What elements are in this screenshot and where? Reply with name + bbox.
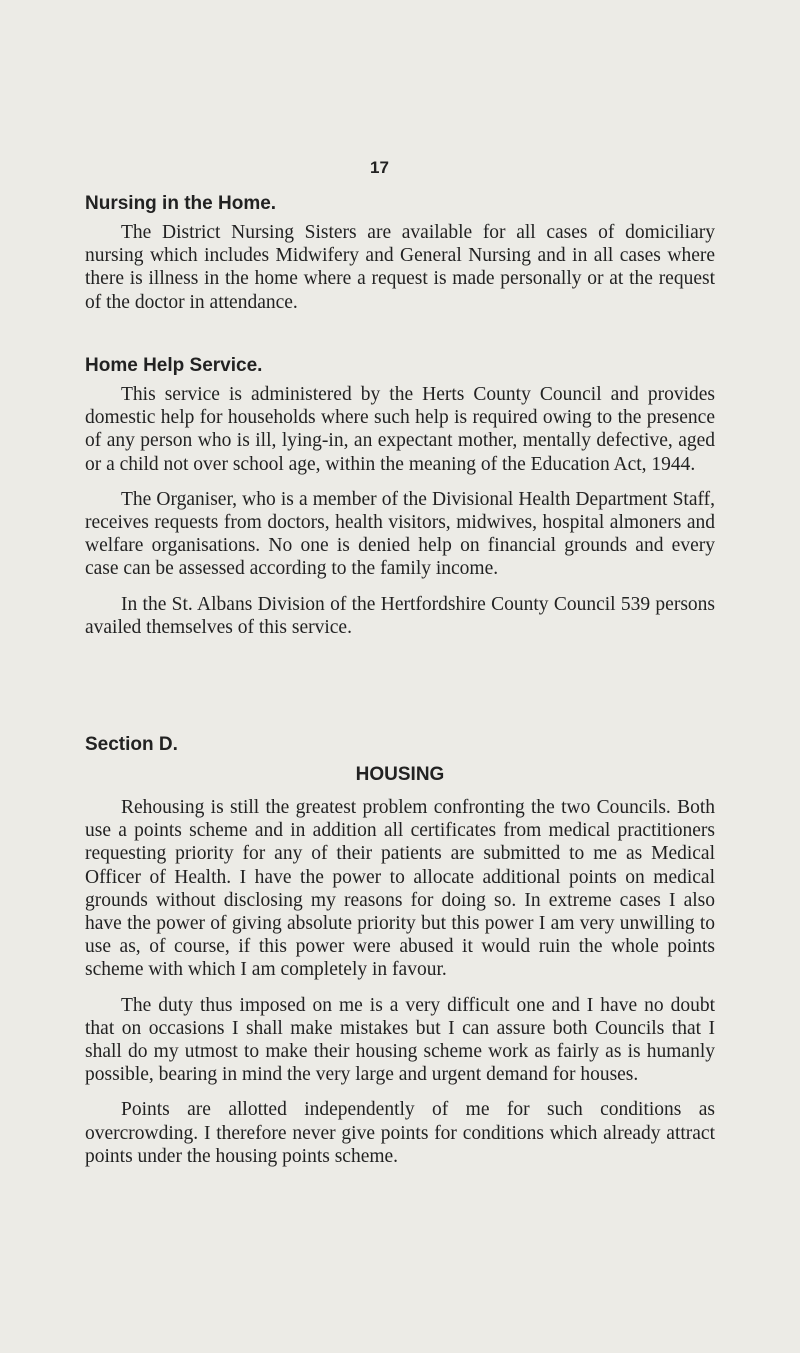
section-nursing [85,191,715,314]
paragraph: Rehousing is still the greatest problem confronting the two Councils. Both use a points scheme and in addition all certificates from medical practitioners requesting priority for any of their patients are submitted to me as Medical Officer of Health. I have the power to allocate additional points on medical grounds without disclosing my reasons for doing so. In extreme cases I also have the power of giving absolute priority but this power I am very unwilling to use as, of course, if this power were abused it would ruin the whole points scheme with which I am completely in favour. [85,797,715,981]
heading-section-d: Section D. [85,734,178,755]
paragraph: The Organiser, who is a member of the Divisional Health Department Staff, receives requests from doctors, health visitors, midwives, hospital almoners and welfare organisations. No one is denied help on financial grounds and every case can be assessed according to the family income. [85,488,715,580]
section-d [85,732,715,1168]
paragraph: This service is administered by the Herts County Council and provides domestic help for households where such help is required owing to the presence of any person who is ill, lying-in, an expectant mother, mentally defective, aged or a child not over school age, within the meaning of the Education Act, 1944. [85,384,715,475]
heading-home-help: Home Help Service. [85,355,263,376]
paragraph: The duty thus imposed on me is a very difficult one and I have no doubt that on occasions I shall make mistakes but I can assure both Councils that I shall do my utmost to make their housing scheme work as fairly as is humanly possible, bearing in mind the very large and urgent demand for houses. [85,994,715,1086]
title-housing: HOUSING [355,764,445,785]
page-number: 17 [370,158,389,177]
paragraph: In the St. Albans Division of the Hertfordshire County Council 539 persons availed themselves of this service. [85,593,715,638]
paragraph: Points are allotted independently of me for such conditions as overcrowding. I therefore never give points for conditions which already attract points under the housing points scheme. [85,1099,715,1167]
paragraph: The District Nursing Sisters are available for all cases of domiciliary nursing which includes Midwifery and General Nursing and in all cases where there is illness in the home where a request is made personally or at the request of the doctor in attendance. [85,222,715,313]
section-home-help [85,353,715,639]
heading-nursing: Nursing in the Home. [85,193,277,214]
